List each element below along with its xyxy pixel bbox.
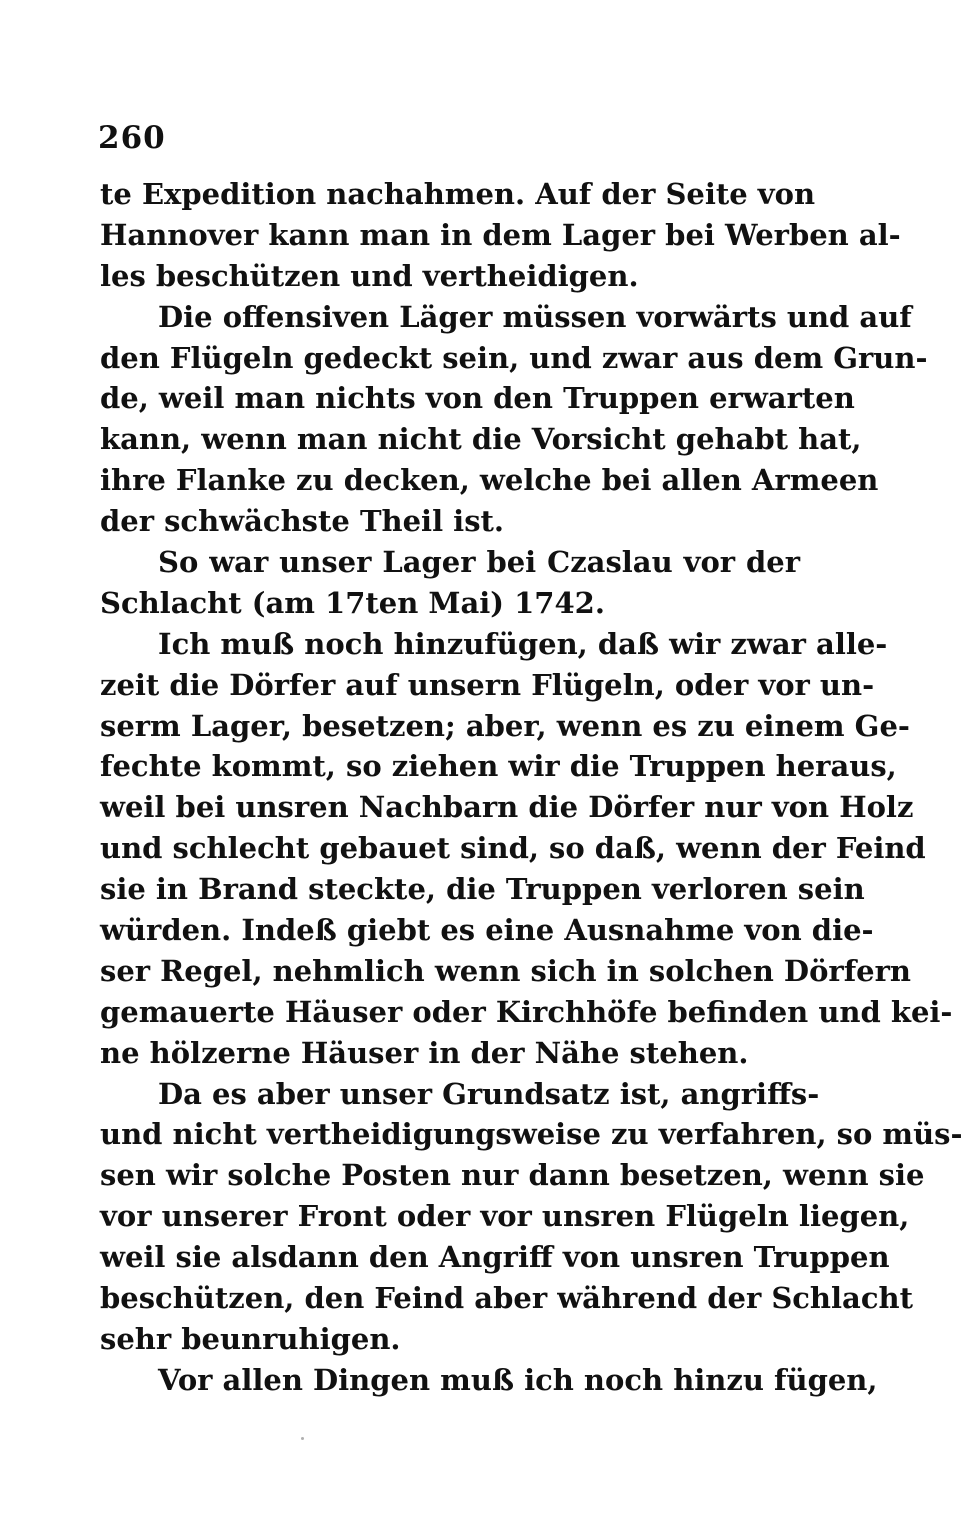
text-line: sie in Brand steckte, die Truppen verloren sein: [100, 872, 865, 907]
page-number: 260: [98, 120, 166, 156]
text-line: So war unser Lager bei Czaslau vor der: [158, 545, 800, 580]
text-line: gemauerte Häuser oder Kirchhöfe befinden und kei-: [100, 994, 953, 1029]
text-line: vor unserer Front oder vor unsren Flügeln liegen,: [100, 1199, 910, 1234]
text-line: te Expedition nachahmen. Auf der Seite von: [100, 177, 816, 211]
text-line: Hannover kann man in dem Lager bei Werben al-: [100, 217, 901, 252]
text-line: der schwächste Theil ist.: [100, 504, 505, 539]
text-line: Schlacht (am 17ten Mai) 1742.: [100, 585, 605, 620]
paper-speck: [301, 1437, 304, 1440]
text-line: ihre Flanke zu decken, welche bei allen Armeen: [100, 463, 879, 498]
text-line: ne hölzerne Häuser in der Nähe stehen.: [100, 1035, 749, 1070]
text-line: zeit die Dörfer auf unsern Flügeln, oder vor un-: [100, 667, 875, 702]
text-line: serm Lager, besetzen; aber, wenn es zu einem Ge-: [100, 708, 910, 743]
text-line: weil sie alsdann den Angriff von unsren Truppen: [100, 1240, 890, 1275]
text-line: de, weil man nichts von den Truppen erwarten: [100, 381, 855, 416]
text-line: und nicht vertheidigungsweise zu verfahren, so müs-: [100, 1117, 963, 1152]
text-line: sen wir solche Posten nur dann besetzen, wenn sie: [100, 1158, 925, 1193]
text-line: sehr beunruhigen.: [100, 1321, 401, 1356]
text-line: Die offensiven Läger müssen vorwärts und auf: [158, 299, 912, 334]
text-line: Vor allen Dingen muß ich noch hinzu fügen,: [158, 1362, 878, 1397]
text-line: Ich muß noch hinzufügen, daß wir zwar alle-: [158, 626, 888, 661]
text-line: beschützen, den Feind aber während der Schlacht: [100, 1281, 913, 1316]
text-line: kann, wenn man nicht die Vorsicht gehabt hat,: [100, 422, 862, 457]
text-line: würden. Indeß giebt es eine Ausnahme von die-: [100, 913, 874, 948]
text-line: ser Regel, nehmlich wenn sich in solchen Dörfern: [100, 953, 911, 988]
text-line: den Flügeln gedeckt sein, und zwar aus dem Grun-: [100, 340, 928, 375]
text-line: weil bei unsren Nachbarn die Dörfer nur von Holz: [100, 790, 914, 825]
body-text: [100, 174, 963, 1401]
text-line: les beschützen und vertheidigen.: [100, 258, 639, 293]
text-line: fechte kommt, so ziehen wir die Truppen heraus,: [100, 749, 897, 784]
text-line: und schlecht gebauet sind, so daß, wenn der Feind: [100, 831, 926, 866]
text-line: Da es aber unser Grundsatz ist, angriffs-: [158, 1076, 820, 1111]
